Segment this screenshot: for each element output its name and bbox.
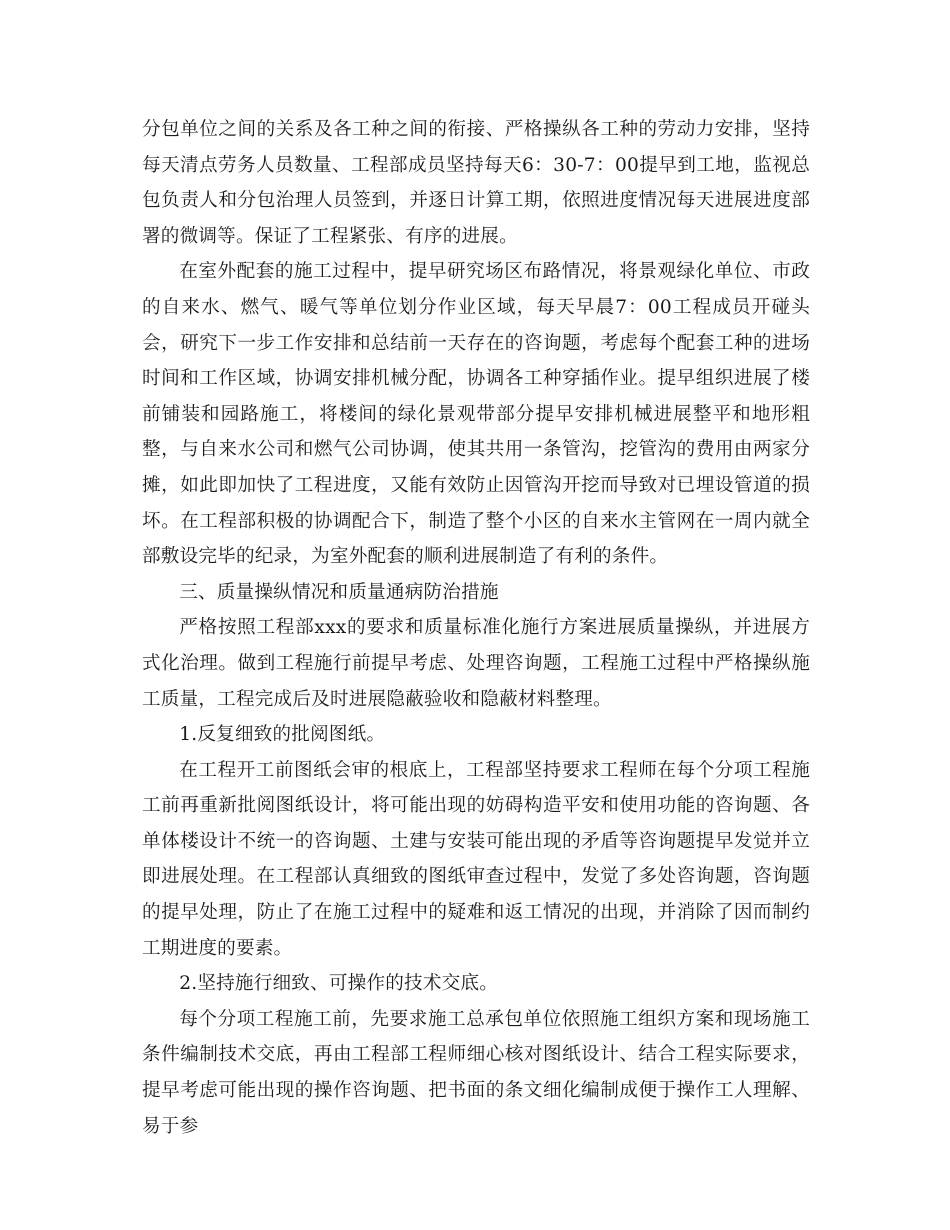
paragraph-2: 在室外配套的施工过程中，提早研究场区布路情况，将景观绿化单位、市政的自来水、燃气、暖气等单位划分作业区域，每天早晨7：00工程成员开碰头会，研究下一步工作安排和总结前一天存在的咨询题，考虑每个配套工种的进场时间和工作区域，协调安排机械分配，协调各工种穿插作业。提早组织进展了楼前铺装和园路施工，将楼间的绿化景观带部分提早安排机械进展整平和地形粗整，与自来水公司和燃气公司协调，使其共用一条管沟，挖管沟的费用由两家分摊，如此即加快了工程进度，又能有效防止因管沟开挖而导致对已埋设管道的损坏。在工程部积极的协调配合下，制造了整个小区的自来水主管网在一周内就全部敷设完毕的纪录，为室外配套的顺利进展制造了有利的条件。	[142, 261, 810, 568]
document-body	[142, 112, 810, 1144]
paragraph-1: 分包单位之间的关系及各工种之间的衔接、严格操纵各工种的劳动力安排，坚持每天清点劳务人员数量、工程部成员坚持每天6：30-7：00提早到工地，监视总包负责人和分包治理人员签到，并逐日计算工期，依照进度情况每天进展进度部署的微调等。保证了工程紧张、有序的进展。	[142, 119, 810, 247]
paragraph-4: 在工程开工前图纸会审的根底上，工程部坚持要求工程师在每个分项工程施工前再重新批阅图纸设计，将可能出现的妨碍构造平安和使用功能的咨询题、各单体楼设计不统一的咨询题、土建与安装可能出现的矛盾等咨询题提早发觉并立即进展处理。在工程部认真细致的图纸审查过程中，发觉了多处咨询题，咨询题的提早处理，防止了在施工过程中的疑难和返工情况的出现，并消除了因而制约工期进度的要素。	[142, 759, 810, 959]
paragraph-5: 每个分项工程施工前，先要求施工总承包单位依照施工组织方案和现场施工条件编制技术交底，再由工程部工程师细心核对图纸设计、结合工程实际要求，提早考虑可能出现的操作咨询题、把书面的条文细化编制成便于操作工人理解、易于参	[142, 1008, 810, 1137]
list-item-2-heading: 2.坚持施行细致、可操作的技术交底。	[179, 973, 499, 995]
paragraph-3: 严格按照工程部xxx的要求和质量标准化施行方案进展质量操纵，并进展方式化治理。做到工程施行前提早考虑、处理咨询题，工程施工过程中严格操纵施工质量，工程完成后及时进展隐蔽验收和隐蔽材料整理。	[142, 617, 810, 710]
section-heading: 三、质量操纵情况和质量通病防治措施	[179, 581, 499, 603]
list-item-1-heading: 1.反复细致的批阅图纸。	[179, 724, 386, 746]
